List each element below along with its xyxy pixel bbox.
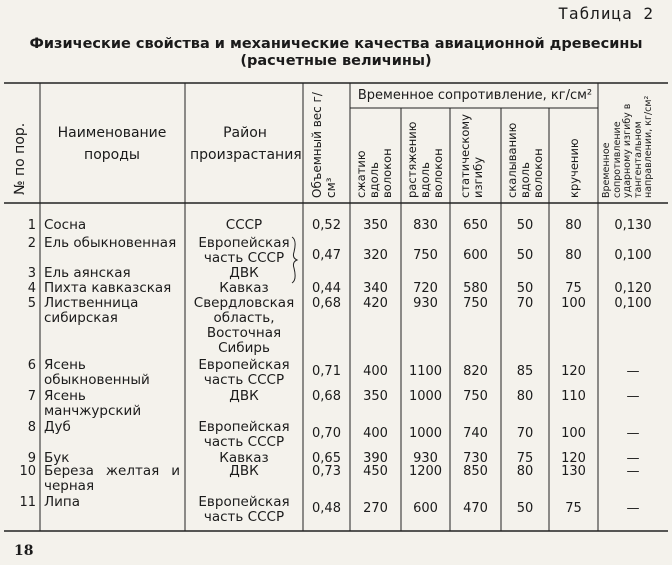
table-cell-impact: — [626, 364, 640, 379]
table-cell-bending: 750 [463, 296, 488, 311]
table-cell-torsion: 80 [565, 248, 582, 263]
header-bending: статическому изгибу [458, 114, 485, 198]
table-cell-bending: 740 [463, 426, 488, 441]
table-cell-no: 9 [27, 451, 36, 466]
table-cell-density: 0,68 [312, 389, 341, 404]
table-cell-density: 0,73 [312, 464, 341, 479]
table-cell-shear: 70 [516, 296, 534, 311]
table-cell-shear: 80 [516, 389, 534, 404]
table-cell-density: 0,44 [312, 281, 341, 296]
table-cell-torsion: 100 [561, 296, 586, 311]
table-cell-shear: 50 [516, 281, 534, 296]
table-cell-region: ДВК [229, 388, 259, 404]
table-cell-density: 0,68 [312, 296, 341, 311]
table-cell-impact: — [626, 464, 640, 479]
table-cell-no: 8 [27, 420, 36, 435]
table-cell-name: Ясень обыкновенный [44, 357, 150, 388]
table-cell-name: Дуб [44, 419, 71, 435]
table-cell-bending: 730 [463, 451, 488, 466]
table-cell-bending: 470 [463, 501, 488, 516]
table-cell-tension: 930 [413, 451, 438, 466]
table-cell-region: Европейская часть СССР [198, 494, 290, 525]
table-cell-bending: 580 [463, 281, 488, 296]
table-cell-name: Ясень манчжурский [44, 388, 142, 419]
table-cell-region: ДВК [229, 463, 259, 479]
table-cell-name: Пихта кавказская [44, 280, 172, 296]
table-cell-density: 0,47 [312, 248, 341, 263]
table-cell-impact: — [626, 501, 640, 516]
header-impact: Временное сопротивление ударному изгибу в тангентальном направлении, кг/см² [601, 95, 654, 198]
table-cell-impact: — [626, 389, 640, 404]
table-cell-compression: 450 [363, 464, 388, 479]
table-cell-name: Бук [44, 450, 70, 466]
header-tension: растяжению вдоль волокон [405, 121, 445, 198]
table-cell-density: 0,70 [312, 426, 341, 441]
table-cell-torsion: 100 [561, 426, 586, 441]
table-cell-density: 0,65 [312, 451, 341, 466]
table-cell-torsion: 130 [561, 464, 586, 479]
table-cell-no: 1 [27, 218, 36, 233]
table-cell-impact: 0,130 [614, 218, 652, 233]
table-cell-compression: 400 [363, 364, 388, 379]
table-cell-name: Ель аянская [44, 265, 131, 281]
table-cell-no: 6 [27, 358, 36, 373]
table-cell-shear: 75 [516, 451, 534, 466]
table-cell-bending: 600 [463, 248, 488, 263]
header-region: Район произрастания [190, 125, 302, 163]
table-cell-no: 10 [19, 464, 36, 479]
header-shear: скалыванию вдоль волокон [505, 122, 545, 198]
table-cell-tension: 830 [413, 218, 438, 233]
table-cell-no: 3 [27, 266, 36, 281]
table-cell-name: Сосна [44, 217, 87, 233]
table-cell-compression: 350 [363, 218, 388, 233]
table-cell-no: 4 [27, 281, 36, 296]
table-cell-region: СССР [225, 217, 263, 233]
table-cell-torsion: 120 [561, 451, 586, 466]
table-cell-region: ДВК [229, 265, 259, 281]
table-cell-no: 5 [27, 296, 36, 311]
title-line-2: (расчетные величины) [240, 53, 432, 69]
table-cell-tension: 750 [413, 248, 438, 263]
table-cell-no: 11 [19, 495, 36, 510]
table-cell-bending: 650 [463, 218, 488, 233]
table-cell-tension: 1100 [408, 364, 443, 379]
table-cell-torsion: 110 [561, 389, 586, 404]
table-cell-compression: 400 [363, 426, 388, 441]
title-line-1: Физические свойства и механические качества авиационной древесины [29, 36, 643, 52]
table-cell-compression: 340 [363, 281, 388, 296]
table-cell-bending: 750 [463, 389, 488, 404]
table-cell-compression: 270 [363, 501, 388, 516]
table-cell-impact: — [626, 426, 640, 441]
table-cell-name: Липа [44, 494, 81, 510]
table-cell-shear: 50 [516, 501, 534, 516]
table-cell-impact: 0,120 [614, 281, 652, 296]
header-name: Наименование породы [57, 125, 167, 163]
table-cell-tension: 1200 [408, 464, 443, 479]
page-number: 18 [14, 543, 34, 559]
table-cell-shear: 50 [516, 218, 534, 233]
table-cell-tension: 1000 [408, 389, 443, 404]
table-cell-shear: 80 [516, 464, 534, 479]
table-cell-region: Кавказ [219, 450, 269, 466]
table-cell-impact: 0,100 [614, 296, 652, 311]
header-torsion: кручению [567, 138, 581, 198]
table-cell-impact: 0,100 [614, 248, 652, 263]
table-cell-compression: 350 [363, 389, 388, 404]
table-cell-no: 7 [27, 389, 36, 404]
header-density: Объемный вес г/см³ [310, 92, 338, 198]
table-cell-tension: 600 [413, 501, 438, 516]
table-cell-shear: 50 [516, 248, 534, 263]
table-cell-torsion: 120 [561, 364, 586, 379]
header-tensile-group: Временное сопротивление, кг/см² [357, 88, 593, 103]
table-cell-impact: — [626, 451, 640, 466]
table-cell-bending: 850 [463, 464, 488, 479]
table-cell-shear: 70 [516, 426, 534, 441]
table-cell-torsion: 80 [565, 218, 582, 233]
table-cell-shear: 85 [516, 364, 534, 379]
table-cell-name: Береза желтая и черная [44, 463, 180, 494]
header-no: № по пор. [12, 122, 28, 195]
table-cell-density: 0,48 [312, 501, 341, 516]
table-cell-compression: 320 [363, 248, 388, 263]
table-cell-density: 0,52 [312, 218, 341, 233]
table-label: Таблица 2 [558, 4, 654, 23]
table-cell-region: Кавказ [219, 280, 269, 296]
table-cell-torsion: 75 [565, 281, 582, 296]
table-cell-tension: 1000 [408, 426, 443, 441]
table-cell-tension: 720 [413, 281, 438, 296]
table-cell-compression: 390 [363, 451, 388, 466]
table-cell-compression: 420 [363, 296, 388, 311]
table-cell-region: Европейская часть СССР [198, 419, 290, 450]
table-cell-torsion: 75 [565, 501, 582, 516]
table-cell-no: 2 [27, 236, 36, 251]
table-cell-tension: 930 [413, 296, 438, 311]
table-cell-density: 0,71 [312, 364, 341, 379]
table-cell-name: Лиственница сибирская [44, 295, 139, 326]
table-cell-region: Европейская часть СССР [198, 357, 290, 388]
table-cell-bending: 820 [463, 364, 488, 379]
table-cell-name: Ель обыкновенная [44, 235, 177, 251]
table-cell-region: Свердловская область, Восточная Сибирь [193, 295, 295, 356]
header-compression: сжатию вдоль волокон [354, 148, 394, 198]
table-cell-region: Европейская часть СССР [198, 235, 290, 266]
